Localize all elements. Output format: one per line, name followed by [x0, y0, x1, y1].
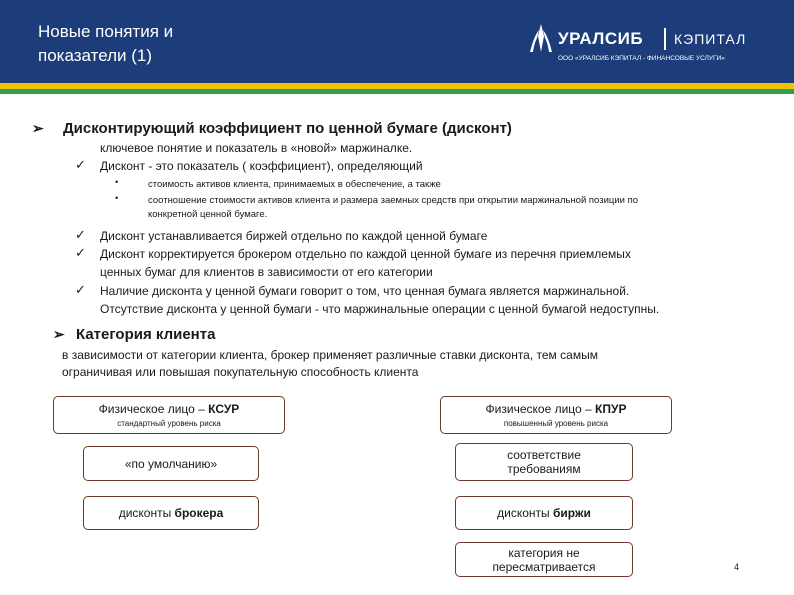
box-exchange-bold: биржи [553, 506, 591, 520]
box-kpur-subtitle: повышенный уровень риска [503, 419, 609, 428]
box-ksur-subtitle: стандартный уровень риска [117, 419, 221, 428]
box-exchange-discounts [455, 496, 633, 530]
list-item: Дисконт устанавливается биржей отдельно по каждой ценной бумаге [100, 229, 488, 243]
arrow-bullet-icon: ➢ [32, 120, 44, 136]
box-not-reviewed [455, 542, 633, 577]
box-compliance-line2: требованиям [507, 462, 581, 476]
box-compliance-line1: соответствие [507, 448, 581, 462]
box-ksur [53, 396, 285, 434]
sub-bullet-text: стоимость активов клиента, принимаемых в обеспечение, а также [148, 179, 441, 190]
check-icon: ✓ [75, 282, 86, 297]
box-broker-bold: брокера [174, 506, 224, 520]
box-kpur-prefix: Физическое лицо – [485, 402, 596, 416]
box-broker-discounts [83, 496, 259, 530]
list-item: Дисконт корректируется брокером отдельно по каждой ценной бумаге из перечня приемлемых [100, 247, 631, 261]
box-not-reviewed-line1: категория не [508, 545, 580, 560]
logo-subtitle: ООО «УРАЛСИБ КЭПИТАЛ - ФИНАНСОВЫЕ УСЛУГИ» [558, 55, 725, 62]
check-icon: ✓ [75, 157, 86, 172]
category-text: в зависимости от категории клиента, брокер применяет различные ставки дисконта, тем самым [62, 348, 598, 362]
box-kpur [440, 396, 672, 434]
sub-bullet-text: соотношение стоимости активов клиента и размера заемных средств при открытии маржинальной позиции по [148, 195, 639, 206]
company-logo [528, 20, 778, 68]
logo-separator [664, 28, 666, 50]
list-item: Дисконт - это показатель ( коэффициент), определяющий [100, 159, 423, 173]
box-broker-prefix: дисконты [118, 506, 175, 520]
box-ksur-prefix: Физическое лицо – [98, 402, 209, 416]
list-item: Отсутствие дисконта у ценной бумаги - что маржинальные операции с ценной бумагой недоступны. [100, 302, 660, 316]
dot-bullet-icon: • [115, 193, 119, 204]
box-default-label: «по умолчанию» [124, 456, 218, 471]
arrow-bullet-icon: ➢ [53, 326, 65, 342]
logo-capital-text: КЭПИТАЛ [674, 31, 747, 47]
box-exchange-prefix: дисконты [497, 506, 553, 520]
slide-title: Новые понятия и показатели (1) [38, 22, 174, 65]
list-item: ценных бумаг для клиентов в зависимости от его категории [100, 265, 433, 279]
page-number: 4 [734, 562, 740, 572]
logo-emblem-icon [528, 22, 554, 54]
box-not-reviewed-line2: пересматривается [492, 559, 596, 574]
box-default [83, 446, 259, 481]
logo-main-text: УРАЛСИБ [558, 29, 644, 48]
box-ksur-code: КСУР [208, 402, 240, 416]
dot-bullet-icon: • [115, 177, 119, 188]
header-bar [0, 0, 794, 83]
list-item: Наличие дисконта у ценной бумаги говорит о том, что ценная бумага является маржинальной. [100, 284, 630, 298]
box-compliance [455, 443, 633, 481]
section-heading-discount: Дисконтирующий коэффициент по ценной бумаге (дисконт) [63, 120, 512, 137]
section-heading-category: Категория клиента [76, 326, 216, 343]
green-stripe [0, 89, 794, 94]
check-icon: ✓ [75, 245, 86, 260]
category-text: ограничивая или повышая покупательную способность клиента [62, 365, 419, 379]
sub-bullet-text: конкретной ценной бумаге. [148, 209, 268, 220]
intro-text: ключевое понятие и показатель в «новой» маржиналке. [100, 141, 413, 155]
box-kpur-code: КПУР [595, 402, 627, 416]
check-icon: ✓ [75, 227, 86, 242]
